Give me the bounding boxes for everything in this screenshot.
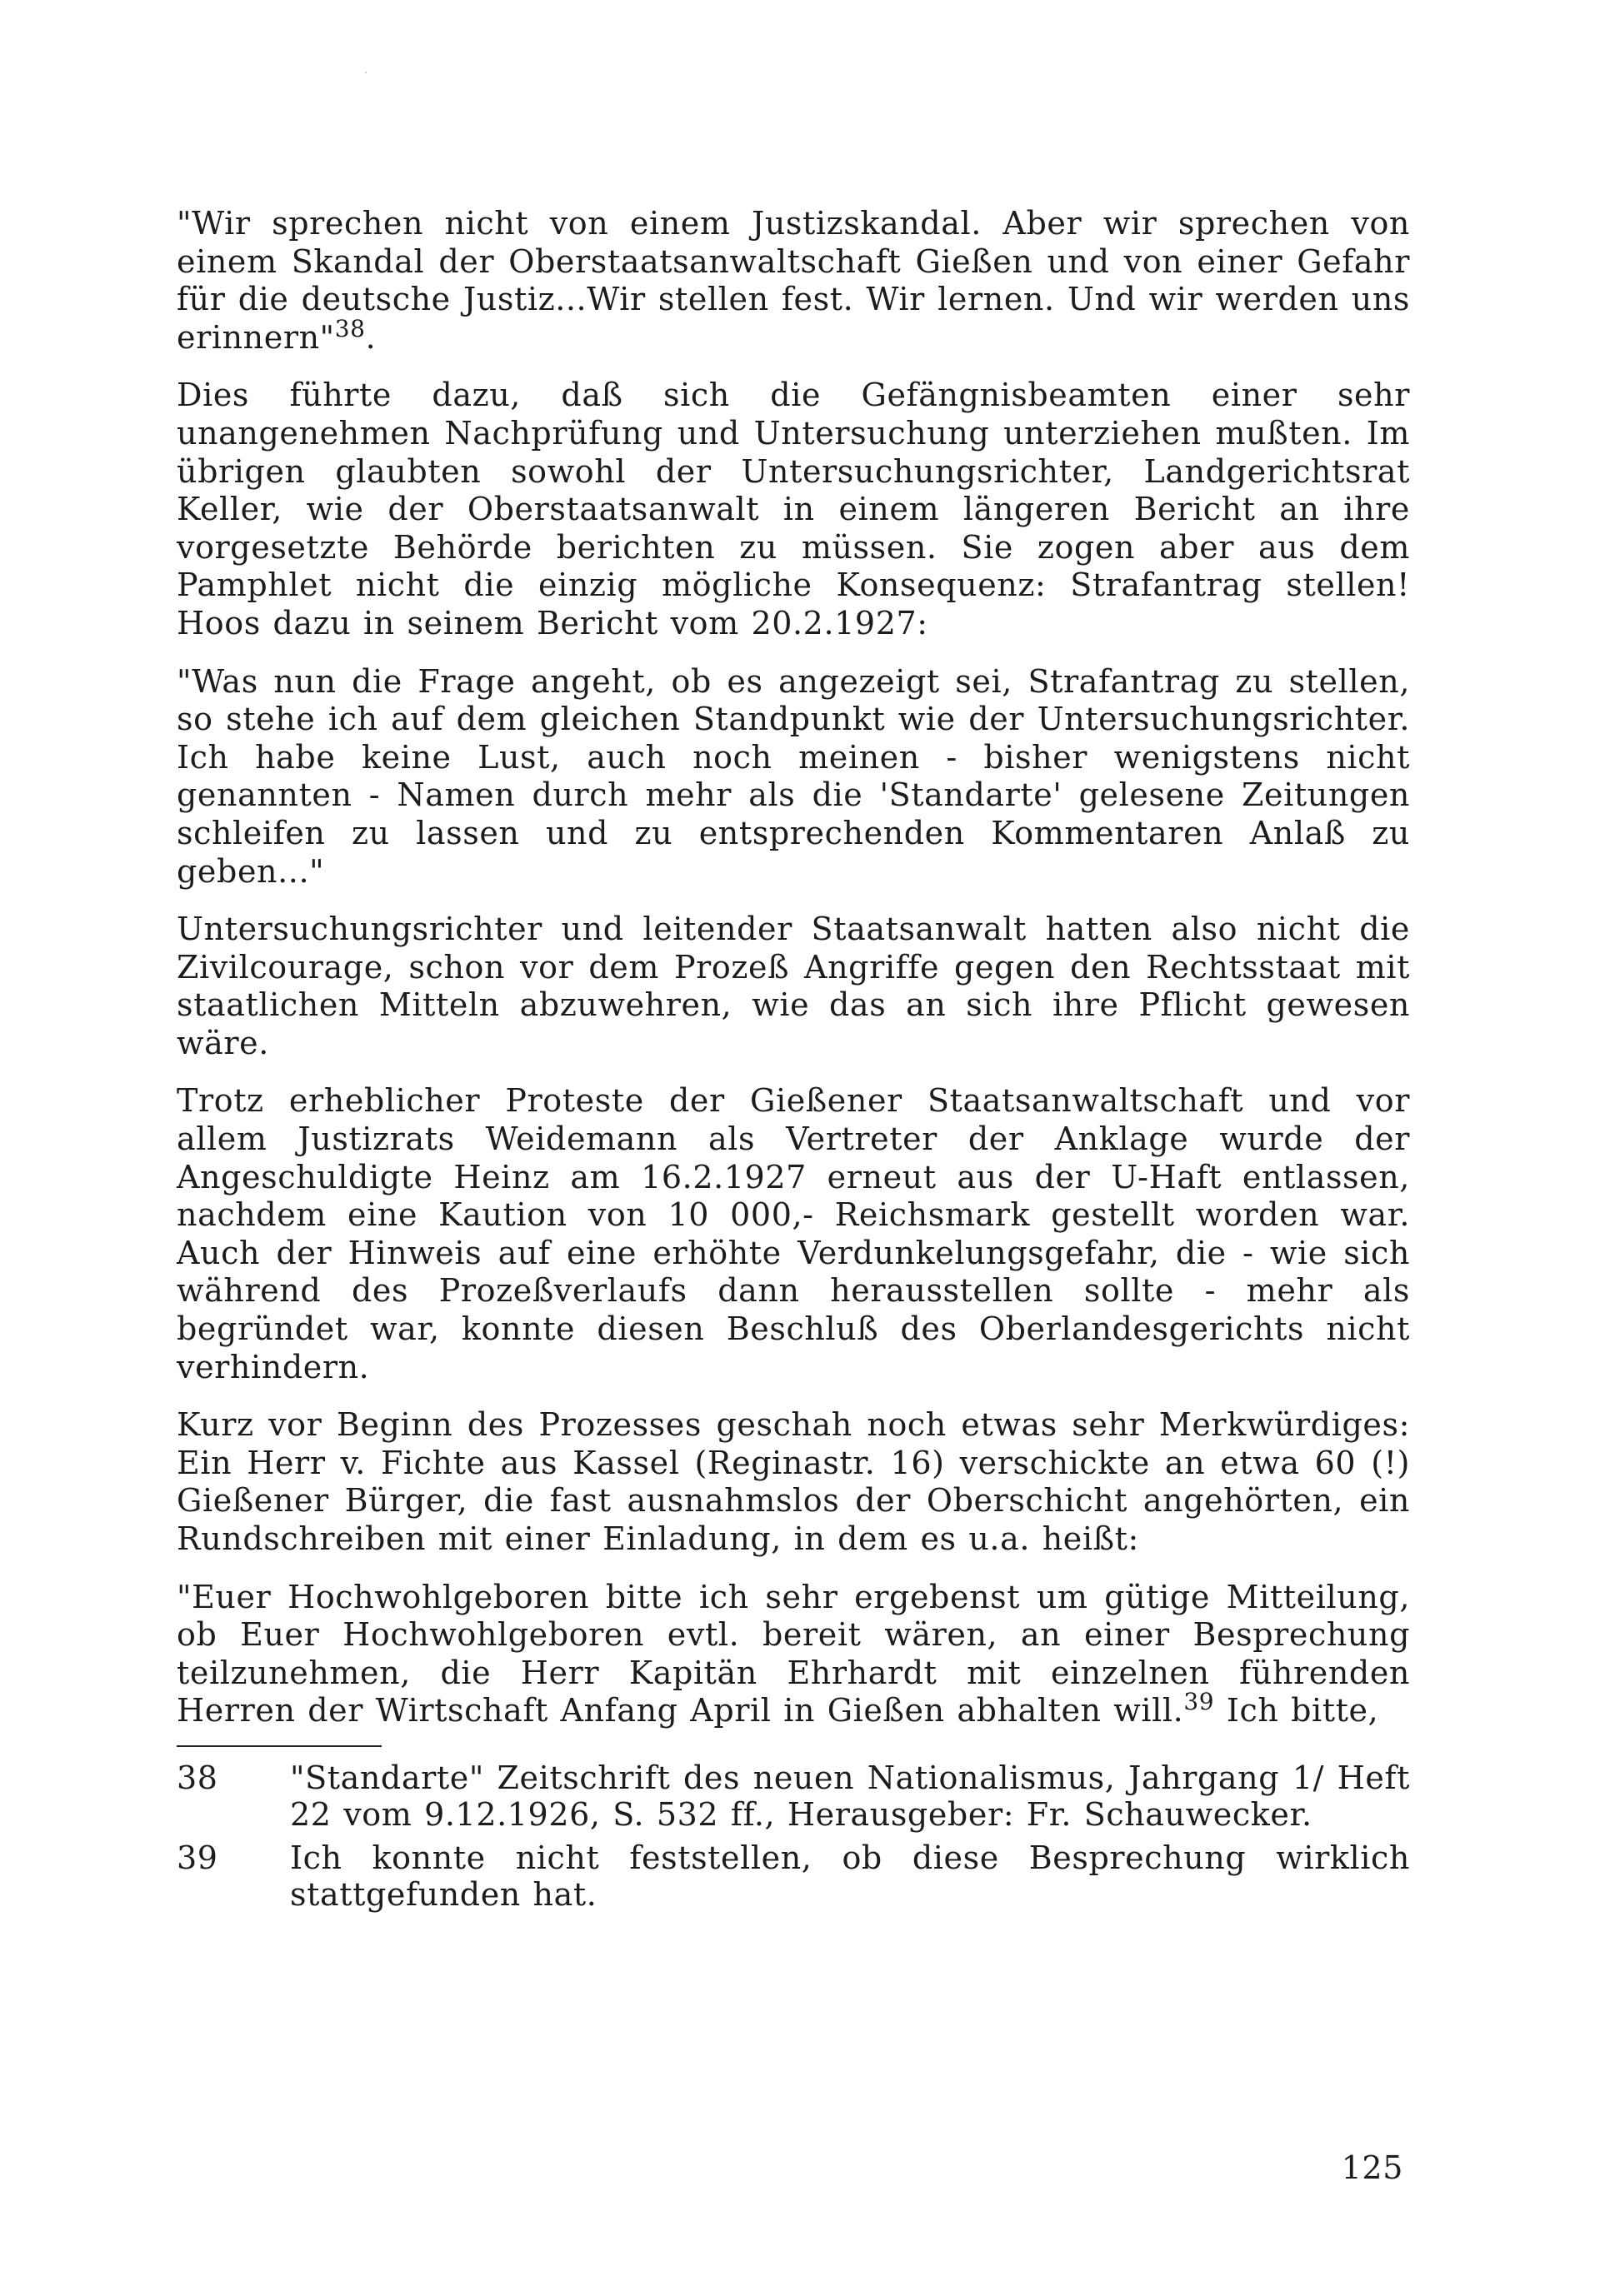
footnotes [177,1759,1410,1919]
footnote-39 [177,1839,1410,1913]
paragraph-quote-hoos: "Was nun die Frage angeht, ob es angezeigt sei, Strafantrag zu stellen, so stehe ich auf dem gleichen Standpunkt wie der Untersuchungsrichter. Ich habe keine Lust, auch noch meinen - bisher wenigstens nicht genannten - Namen durch mehr als die 'Standarte' gelesene Zeitungen schleifen zu lassen und zu entsprechenden Kommentaren Anlaß zu geben..." [177,662,1410,890]
paragraph-gefaengnisbeamten: Dies führte dazu, daß sich die Gefängnisbeamten einer sehr unangenehmen Nachprüfung und Untersuchung unterziehen mußten. Im übrigen glaubten sowohl der Untersuchungsrichter, Landgerichtsrat Keller, wie der Oberstaatsanwalt in einem längeren Bericht an ihre vorgesetzte Behörde berichten zu müssen. Sie zogen aber aus dem Pamphlet nicht die einzig mögliche Konsequenz: Strafantrag stellen! Hoos dazu in seinem Bericht vom 20.2.1927: [177,377,1410,641]
footnote-divider [177,1745,382,1747]
paragraph-quote-standarte: "Wir sprechen nicht von einem Justizskandal. Aber wir sprechen von einem Skandal der Oberstaatsanwaltschaft Gießen und von einer Gefahr für die deutsche Justiz...Wir stellen fest. Wir lernen. Und wir werden uns erinnern"$^{38}$. [177,205,1410,356]
paragraph-rundschreiben: Kurz vor Beginn des Prozesses geschah noch etwas sehr Merkwürdiges: Ein Herr v. Fichte aus Kassel (Reginastr. 16) verschickte an etwa 60 (!) Gießener Bürger, die fast ausnahmslos der Oberschicht angehörten, ein Rundschreiben mit einer Einladung, in dem es u.a. heißt: [177,1406,1410,1557]
footnote-number: 39 [177,1839,218,1876]
paragraph-quote-einladung: "Euer Hochwohlgeboren bitte ich sehr ergebenst um gütige Mitteilung, ob Euer Hochwohlgeboren evtl. bereit wären, an einer Besprechung teilzunehmen, die Herr Kapitän Ehrhardt mit einzelnen führenden Herren der Wirtschaft Anfang April in Gießen abhalten will.$^{39}$ Ich bitte, [177,1578,1410,1729]
scan-speck [365,72,367,73]
paragraph-kaution: Trotz erheblicher Proteste der Gießener Staatsanwaltschaft und vor allem Justizrats Weidemann als Vertreter der Anklage wurde der Angeschuldigte Heinz am 16.2.1927 erneut aus der U-Haft entlassen, nachdem eine Kaution von 10 000,- Reichsmark gestellt worden war. Auch der Hinweis auf eine erhöhte Verdunkelungsgefahr, die - wie sich während des Prozeßverlaufs dann herausstellen sollte - mehr als begründet war, konnte diesen Beschluß des Oberlandesgerichts nicht verhindern. [177,1082,1410,1385]
page-number: 125 [1341,2149,1403,2186]
footnote-ref-38: 38 [334,314,366,342]
footnote-number: 38 [177,1759,218,1796]
footnote-38 [177,1759,1410,1833]
footnote-text: Ich konnte nicht feststellen, ob diese Besprechung wirklich stattgefunden hat. [290,1839,1410,1913]
paragraph-zivilcourage: Untersuchungsrichter und leitender Staatsanwalt hatten also nicht die Zivilcourage, schon vor dem Prozeß Angriffe gegen den Rechtsstaat mit staatlichen Mitteln abzuwehren, wie das an sich ihre Pflicht gewesen wäre. [177,911,1410,1061]
footnote-ref-39: 39 [1183,1688,1215,1716]
body-text [177,205,1410,1750]
footnote-text: "Standarte" Zeitschrift des neuen Nationalismus, Jahrgang 1/ Heft 22 vom 9.12.1926, S. 532 ff., Herausgeber: Fr. Schauwecker. [290,1759,1410,1833]
